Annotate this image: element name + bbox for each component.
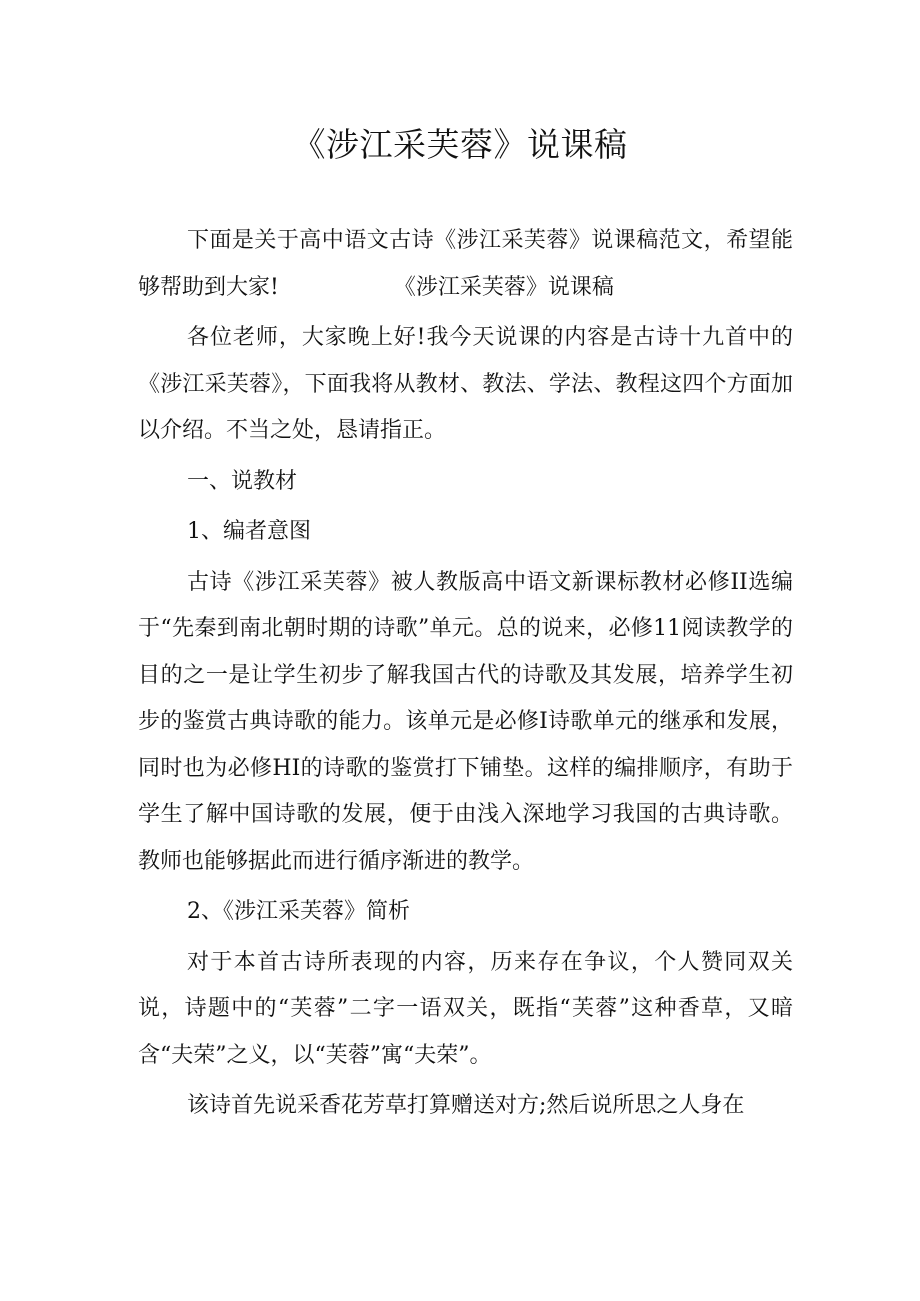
intro-paragraph xyxy=(138,218,793,311)
paragraph-editor-intent: 古诗《涉江采芙蓉》被人教版高中语文新课标教材必修II选编于“先秦到南北朝时期的诗歌”单元。总的说来，必修11阅读教学的目的之一是让学生初步了解我国古代的诗歌及其发展，培养学生初步的鉴赏古典诗歌的能力。该单元是必修I诗歌单元的继承和发展，同时也为必修HI的诗歌的鉴赏打下铺垫。这样的编排顺序，有助于学生了解中国诗歌的发展，便于由浅入深地学习我国的古典诗歌。教师也能够据此而进行循序渐进的教学。 xyxy=(138,569,793,874)
section-heading-textbook: 一、说教材 xyxy=(187,468,298,494)
subsection-heading-editor-intent: 1、编者意图 xyxy=(187,519,311,544)
document-title: 《涉江采芙蓉》说课稿 xyxy=(292,125,628,164)
document-body xyxy=(138,218,793,1130)
paragraph-poem-content: 该诗首先说采香花芳草打算赠送对方;然后说所思之人身在 xyxy=(187,1093,745,1118)
paragraph-analysis: 对于本首古诗所表现的内容，历来存在争议，个人赞同双关说，诗题中的“芙蓉”二字一语双关，既指“芙蓉”这种香草，又暗含“夫荣”之义，以“芙蓉”寓“夫荣”。 xyxy=(138,949,793,1068)
subsection-heading-analysis: 2、《涉江采芙蓉》简析 xyxy=(187,899,410,924)
intro-text: 下面是关于高中语文古诗《涉江采芙蓉》说课稿范文，希望能够帮助到大家! xyxy=(138,228,793,300)
paragraph-greeting: 各位老师，大家晚上好!我今天说课的内容是古诗十九首中的《涉江采芙蓉》，下面我将从教材、教法、学法、教程这四个方面加以介绍。不当之处，恳请指正。 xyxy=(138,325,793,443)
inline-title: 《涉江采芙蓉》说课稿 xyxy=(393,274,614,300)
